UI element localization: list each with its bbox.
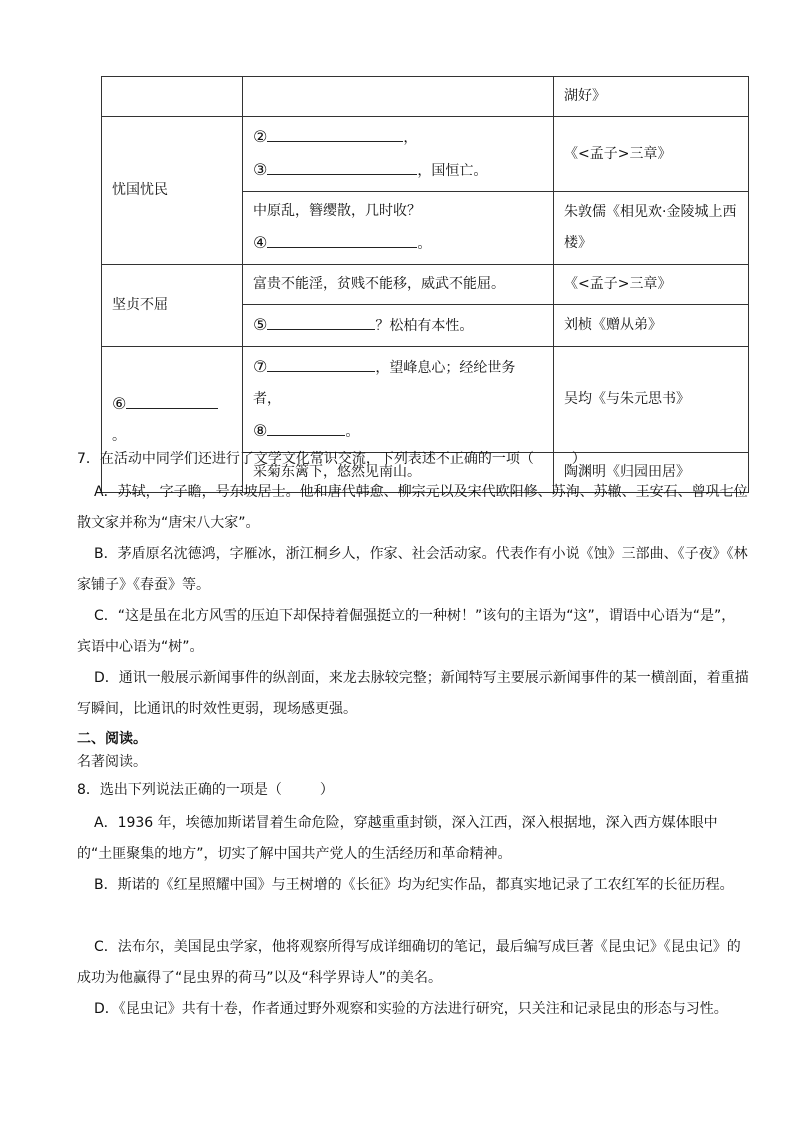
punctuation: 。: [112, 427, 126, 444]
option-a[interactable]: A．苏轼，字子瞻，号东坡居士。他和唐代韩愈、柳宗元以及宋代欧阳修、苏洵、苏辙、王安石、曾巩七位散文家并称为“唐宋八大家”。: [77, 484, 748, 531]
option-b[interactable]: B．斯诺的《红星照耀中国》与王树增的《长征》均为纪实作品，都真实地记录了工农红军的长征历程。: [94, 877, 734, 893]
table-row: [102, 347, 749, 453]
punctuation: ，: [403, 130, 418, 146]
answer-blank[interactable]: [267, 353, 375, 372]
question-text: 7．在活动中同学们还进行了文学文化常识交流，下列表述不正确的一项（: [77, 451, 534, 467]
verse-text: 中原乱，簪缨散，几时收？: [253, 203, 421, 219]
blank-tail-text: ？松柏有本性。: [375, 318, 474, 334]
question-8-stem: [77, 775, 749, 806]
blank-number: ⑥: [112, 393, 127, 413]
answer-blank[interactable]: [267, 123, 403, 142]
answer-blank[interactable]: [267, 311, 375, 330]
section-heading: 二、阅读。: [77, 731, 147, 747]
option-d[interactable]: D．《昆虫记》共有十卷，作者通过野外观察和实验的方法进行研究，只关注和记录昆虫的形态与习性。: [94, 1001, 728, 1017]
answer-blank[interactable]: [267, 417, 345, 436]
blank-number: ④: [253, 233, 268, 252]
blank-tail-text: ，望峰息心；经纶世务者，: [253, 360, 516, 407]
source-cell: 陶渊明《归园田居》: [554, 453, 749, 493]
source-cell: 《<孟子>三章》: [554, 117, 749, 192]
blank-number: ⑧: [253, 421, 268, 440]
blank-number: ②: [253, 127, 268, 146]
section-subheading: 名著阅读。: [77, 754, 147, 770]
source-cell: 朱敦儒《相见欢·金陵城上西楼》: [554, 192, 749, 265]
verse-cell: 采菊东篱下，悠然见南山。: [243, 453, 554, 493]
answer-blank[interactable]: [126, 390, 218, 409]
question-text: 8．选出下列说法正确的一项是（: [77, 782, 282, 798]
source-cell: 吴均《与朱元思书》: [554, 347, 749, 453]
blank-number: ③: [253, 160, 268, 179]
fill-blank-cell: [243, 305, 554, 347]
option-a[interactable]: A．1936 年，埃德加斯诺冒着生命危险，穿越重重封锁，深入江西，深入根据地，深入西方媒体眼中的“土匪聚集的地方”，切实了解中国共产党人的生活经历和革命精神。: [77, 815, 718, 862]
answer-blank[interactable]: [267, 229, 417, 248]
question-text: ）: [571, 451, 586, 467]
option-d[interactable]: D．通讯一般展示新闻事件的纵剖面，来龙去脉较完整；新闻特写主要展示新闻事件的某一横剖面，着重描写瞬间，比通讯的时效性更弱，现场感更强。: [77, 670, 749, 717]
punctuation: 。: [345, 424, 360, 440]
blank-tail-text: ，国恒亡。: [417, 163, 488, 179]
table-row: [102, 77, 749, 117]
table-row: [102, 265, 749, 305]
table-cell: [102, 77, 243, 117]
option-b[interactable]: B．茅盾原名沈德鸿，字雁冰，浙江桐乡人，作家、社会活动家。代表作有小说《蚀》三部曲、《子夜》《林家铺子》《春蚕》等。: [77, 546, 748, 593]
verse-cell: 富贵不能淫，贫贱不能移，威武不能屈。: [243, 265, 554, 305]
source-cell: 湖好》: [554, 77, 749, 117]
table-row: [102, 117, 749, 192]
answer-blank[interactable]: [267, 156, 417, 175]
source-cell: 《<孟子>三章》: [554, 265, 749, 305]
option-c[interactable]: C．法布尔，美国昆虫学家，他将观察所得写成详细确切的笔记，最后编写成巨著《昆虫记》《昆虫记》的成功为他赢得了“昆虫界的荷马”以及“科学界诗人”的美名。: [77, 939, 741, 986]
poetry-table: [101, 76, 749, 493]
fill-blank-cell: [243, 117, 554, 192]
question-text: ）: [319, 782, 334, 798]
fill-blank-cell: [243, 192, 554, 265]
blank-number: ⑤: [253, 315, 268, 334]
theme-cell: 坚贞不屈: [102, 265, 243, 347]
option-c[interactable]: C．“这是虽在北方风雪的压迫下却保持着倔强挺立的一种树！”该句的主语为“这”，谓语中心语为“是”，宾语中心语为“树”。: [77, 608, 736, 655]
punctuation: 。: [417, 236, 432, 252]
question-7-stem: [77, 444, 749, 475]
theme-cell: 忧国忧民: [102, 117, 243, 265]
blank-number: ⑦: [253, 357, 268, 376]
source-cell: 刘桢《赠从弟》: [554, 305, 749, 347]
fill-blank-cell: [243, 347, 554, 453]
table-cell: [243, 77, 554, 117]
